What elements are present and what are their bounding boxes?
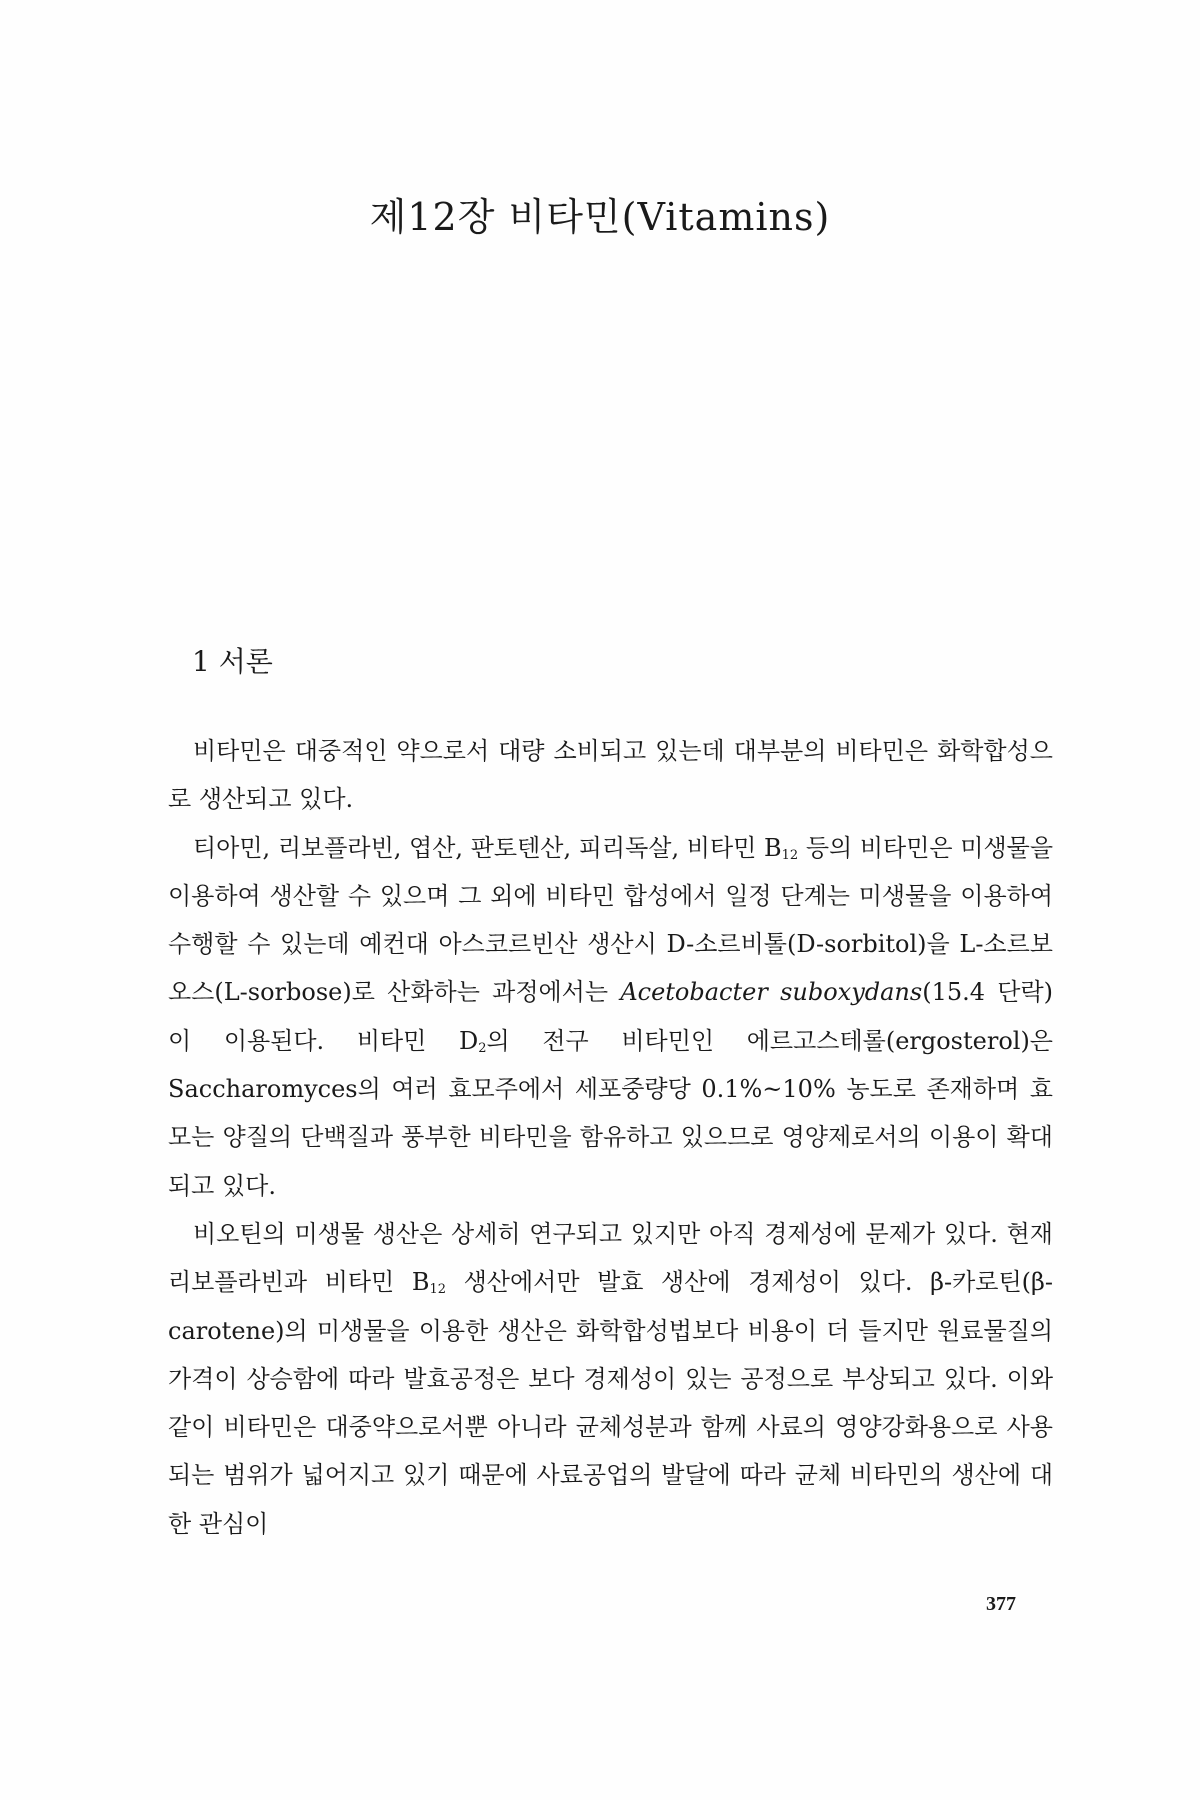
section-heading: 1 서론 <box>192 645 273 678</box>
body-text <box>168 727 1053 1548</box>
paragraph-economics <box>168 1210 1053 1548</box>
species-name: Acetobacter suboxydans <box>620 978 923 1007</box>
text-span: 등의 비타민은 미생물을 이용하여 생산할 수 있으며 그 외에 비타민 합성에서 일정 단계는 미생물을 이용하여 수행할 수 있는데 예컨대 아스코르빈산 생산시 D-소르비톨(D-sorbitol)을 L-소르보오스(L-sorbose)로 산화하는 과정에서는 <box>168 833 1053 1007</box>
text-span: 의 전구 비타민인 에르고스테롤(ergosterol)은 Saccharomyces의 여러 효모주에서 세포중량당 0.1%~10% 농도로 존재하며 효모는 양질의 단백질과 풍부한 비타민을 함유하고 있으므로 영양제로서의 이용이 확대되고 있다. <box>168 1026 1053 1200</box>
subscript: 2 <box>478 1040 487 1056</box>
subscript: 12 <box>781 847 799 863</box>
page-number: 377 <box>986 1593 1016 1615</box>
text-span: 비오틴의 미생물 생산은 상세히 연구되고 있지만 아직 경제성에 문제가 있다. 현재 리보플라빈과 비타민 B <box>168 1219 1053 1297</box>
text-span: (15.4 단락)이 이용된다. 비타민 D <box>168 978 1053 1055</box>
text-span: 티아민, 리보플라빈, 엽산, 판토텐산, 피리독살, 비타민 B <box>193 833 782 862</box>
chapter-title: 제12장 비타민(Vitamins) <box>369 195 831 239</box>
text-span: 생산에서만 발효 생산에 경제성이 있다. β-카로틴(β-carotene)의 미생물을 이용한 생산은 화학합성법보다 비용이 더 들지만 원료물질의 가격이 상승함에 따라 발효공정은 보다 경제성이 있는 공정으로 부상되고 있다. 이와 같이 비타민은 대중약으로서뿐 아니라 균체성분과 함께 사료의 영양강화용으로 사용되는 범위가 넓어지고 있기 때문에 사료공업의 발달에 따라 균체 비타민의 생산에 대한 관심이 <box>168 1268 1053 1538</box>
subscript: 12 <box>429 1282 447 1298</box>
paragraph-microbial-production <box>168 824 1053 1210</box>
paragraph-intro: 비타민은 대중적인 약으로서 대량 소비되고 있는데 대부분의 비타민은 화학합성으로 생산되고 있다. <box>168 737 1053 814</box>
